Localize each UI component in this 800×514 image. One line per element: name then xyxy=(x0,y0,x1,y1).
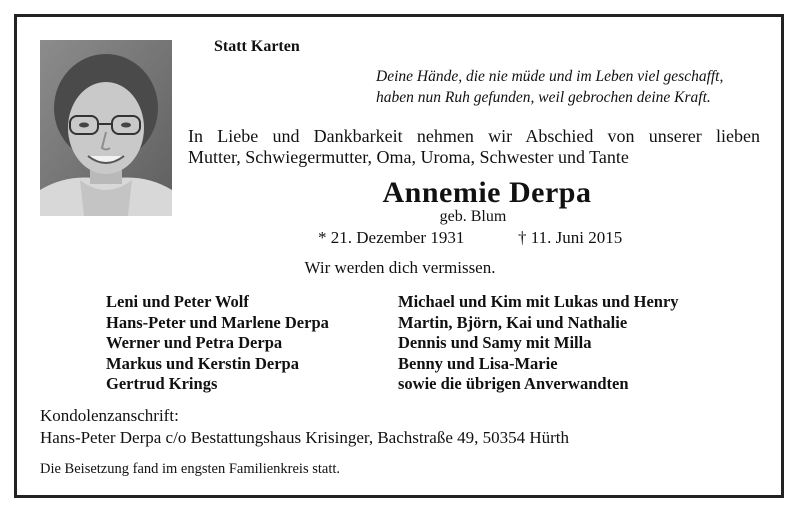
condolence-address-line: Hans-Peter Derpa c/o Bestattungshaus Krisinger, Bachstraße 49, 50354 Hürth xyxy=(40,428,570,447)
mourner-entry: Leni und Peter Wolf xyxy=(106,292,249,311)
death-date: † 11. Juni 2015 xyxy=(518,228,623,247)
poem-verse xyxy=(376,66,723,108)
statt-karten-label: Statt Karten xyxy=(214,38,300,55)
poem-line-1: Deine Hände, die nie müde und im Leben viel geschafft, xyxy=(376,68,724,85)
mourner-entry: Gertrud Krings xyxy=(106,374,218,393)
mourners-left-column xyxy=(106,292,329,395)
farewell-message: Wir werden dich vermissen. xyxy=(304,258,496,277)
condolence-address xyxy=(40,405,569,449)
intro-text xyxy=(188,126,760,168)
birth-date: * 21. Dezember 1931 xyxy=(318,228,465,247)
mourner-entry: Hans-Peter und Marlene Derpa xyxy=(106,312,329,332)
mourner-entry: Benny und Lisa-Marie xyxy=(398,353,558,373)
mourner-entry: Martin, Björn, Kai und Nathalie xyxy=(398,312,628,332)
deceased-name: Annemie Derpa xyxy=(382,176,592,209)
mourner-entry: Michael und Kim mit Lukas und Henry xyxy=(398,292,679,311)
born-name: geb. Blum xyxy=(439,208,507,225)
mourner-entry: Markus und Kerstin Derpa xyxy=(106,353,299,373)
intro-line-1: In Liebe und Dankbarkeit nehmen wir Abschied von unserer lieben xyxy=(188,126,760,146)
poem-line-2: haben nun Ruh gefunden, weil gebrochen deine Kraft. xyxy=(376,89,711,106)
burial-note: Die Beisetzung fand im engsten Familienkreis statt. xyxy=(40,461,341,477)
condolence-label: Kondolenzanschrift: xyxy=(40,406,179,425)
mourner-entry: Werner und Petra Derpa xyxy=(106,333,283,352)
mourner-entry: Dennis und Samy mit Milla xyxy=(398,333,592,352)
intro-line-2: Mutter, Schwiegermutter, Oma, Uroma, Schwester und Tante xyxy=(188,147,629,167)
mourners-right-column xyxy=(398,292,679,395)
mourner-entry: sowie die übrigen Anverwandten xyxy=(398,374,629,393)
